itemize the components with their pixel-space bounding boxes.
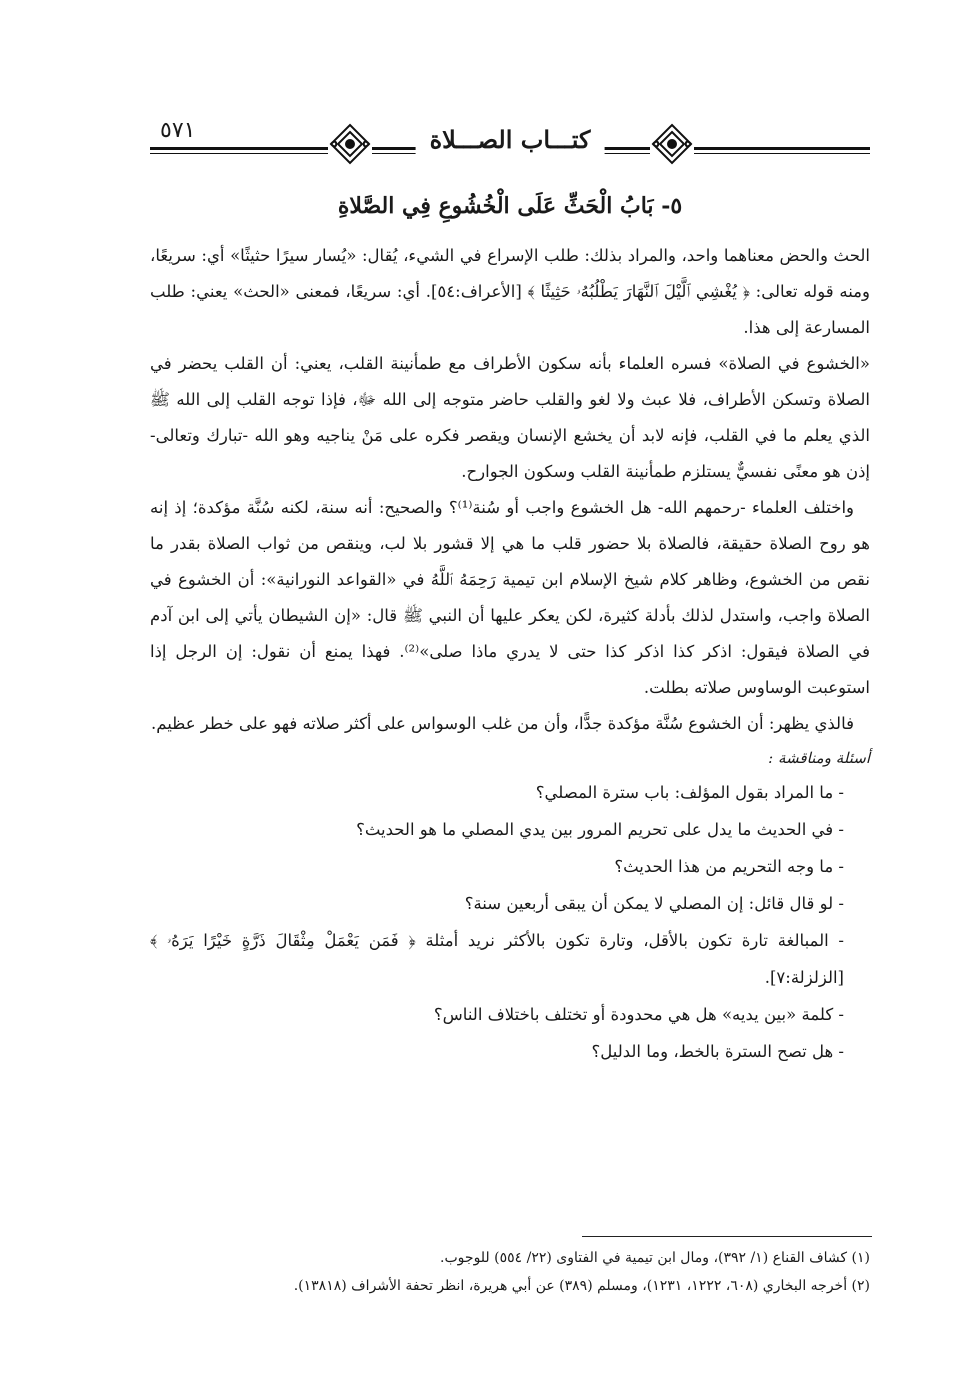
footnote: (١) كشاف القناع (١/ ٣٩٢)، ومال ابن تيمية في الفتاوى (٢٢/ ٥٥٤) للوجوب. (440, 1250, 870, 1266)
question-item: - كلمة «بين يديه» هل هي محدودة أو تختلف باختلاف الناس؟ (433, 1005, 844, 1024)
page (150, 110, 870, 1070)
question-item: - في الحديث ما يدل على تحريم المرور بين يدي المصلي ما هو الحديث؟ (356, 820, 844, 839)
questions-heading: أسئلة ومناقشة : (768, 749, 870, 767)
chapter-title: ٥- بَابُ الْحَثِّ عَلَى الْخُشُوعِ فِي الصَّلاةِ (337, 193, 683, 219)
page-number: ٥٧١ (154, 118, 201, 144)
running-head-title: كتـــاب الصـــلاة (416, 124, 605, 156)
question-item: - المبالغة تارة تكون بالأقل، وتارة تكون بالأكثر نريد أمثلة ﴿ فَمَن يَعْمَلْ مِثْقَالَ ذَرَّةٍ خَيْرًا يَرَهُۥ ﴾ [الزلزلة:٧]. (150, 931, 844, 987)
question-item: - لو قال قائل: إن المصلي لا يمكن أن يبقى أربعين سنة؟ (464, 894, 844, 913)
footnotes (150, 1244, 870, 1300)
question-item: - ما وجه التحريم من هذا الحديث؟ (614, 857, 844, 876)
questions-list (150, 774, 870, 1070)
body-paragraph: فالذي يظهر: أن الخشوع سُنَّة مؤكدة جدًّا، وأن من غلب الوسواس على أكثر صلاته فهو على خطر عظيم. (150, 714, 854, 733)
ornament-icon (650, 122, 694, 166)
question-item: - ما المراد بقول المؤلف: باب سترة المصلي؟ (535, 783, 844, 802)
page-header (150, 110, 870, 168)
ornament-icon (328, 122, 372, 166)
body-paragraph: واختلف العلماء -رحمهم الله- هل الخشوع واجب أو سُنة⁽¹⁾؟ والصحيح: أنه سنة، لكنه سُنَّة مؤكدة؛ إذ إنه هو روح الصلاة حقيقة، فالصلاة بلا حضور قلب ما هي إلا قشور بلا لب، وينقص من ثواب الصلاة بقدر ما نقص من الخشوع، وظاهر كلام شيخ الإسلام ابن تيمية رَحِمَهُ ٱللَّهُ في «القواعد النورانية»: أن الخشوع في الصلاة واجب، واستدل لذلك بأدلة كثيرة، لكن يعكر عليها أن النبي ﷺ قال: «إن الشيطان يأتي إلى ابن آدم في الصلاة فيقول: اذكر كذا اذكر كذا حتى لا يدري ماذا صلى»⁽²⁾. فهذا يمنع أن نقول: إن الرجل إذا استوعبت الوساوس صلاته بطلت. (150, 498, 870, 697)
body-paragraph: الحث والحض معناهما واحد، والمراد بذلك: طلب الإسراع في الشيء، يُقال: «يُسار سيرًا حثيثًا» أي: سريعًا، ومنه قوله تعالى: ﴿ يُغْشِي ٱلَّيْلَ ٱلنَّهَارَ يَطْلُبُهُۥ حَثِيثًا ﴾ [الأعراف:٥٤]. أي: سريعًا، فمعنى «الحث» يعني: طلب المسارعة إلى هذا. (150, 246, 870, 337)
body-paragraph: «الخشوع في الصلاة» فسره العلماء بأنه سكون الأطراف مع طمأنينة القلب، يعني: أن القلب يحضر في الصلاة وتسكن الأطراف، فلا عبث ولا لغو والقلب حاضر متوجه إلى الله ﷻ، فإذا توجه القلب إلى الله ﷺ الذي يعلم ما في القلب، فإنه لابد أن يخشع الإنسان ويقصر فكره على مَنْ يناجيه وهو الله -تبارك وتعالى- إذن هو معنًى نفسيٌّ يستلزم طمأنينة القلب وسكون الجوارح. (150, 354, 870, 481)
question-item: - هل تصح السترة بالخط، وما الدليل؟ (591, 1042, 844, 1061)
footnote-divider (582, 1236, 872, 1237)
footnote: (٢) أخرجه البخاري (٦٠٨، ١٢٢٢، ١٢٣١)، ومسلم (٣٨٩) عن أبي هريرة، انظر تحفة الأشراف (١٣٨١٨). (293, 1278, 870, 1294)
